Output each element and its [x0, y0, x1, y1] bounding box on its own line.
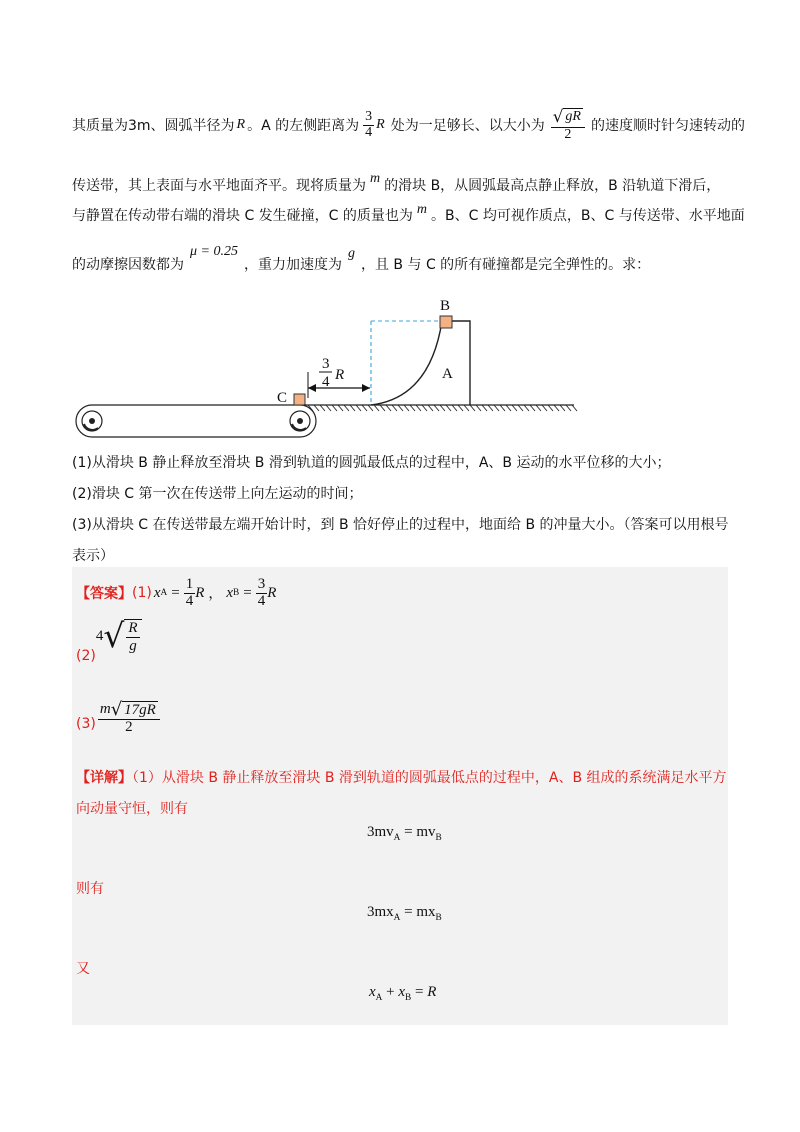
- detail-tag: 【详解】: [76, 770, 132, 786]
- track-a: [371, 321, 470, 405]
- ground-hatch-line: [536, 405, 541, 411]
- ground-hatch-line: [416, 405, 421, 411]
- answer-2-label: (2): [76, 648, 96, 664]
- ground-hatch-line: [446, 405, 451, 411]
- mu-expression: μ = 0.25: [190, 244, 238, 259]
- ground-hatch-line: [422, 405, 427, 411]
- ground-hatch-line: [338, 405, 343, 411]
- ground-hatch-line: [494, 405, 499, 411]
- answer-line-3: [76, 692, 160, 736]
- sqrt-symbol: √ gR: [552, 105, 581, 126]
- ground-hatch-line: [560, 405, 565, 411]
- equation-2: $3mx_A = mx_B$: [367, 904, 442, 923]
- frac-numerator: 3: [365, 108, 373, 124]
- frac-denominator: 4: [365, 124, 373, 140]
- detail-also: 又: [76, 961, 90, 977]
- physics-figure: [60, 290, 580, 450]
- problem-text: 。B、C 均可视作质点，B、C 与传送带、水平地面: [431, 208, 745, 224]
- problem-text: 的动摩擦因数都为: [72, 257, 184, 273]
- equation-3: $x_A + x_B = R$: [369, 984, 437, 1003]
- label-b: B: [440, 298, 451, 314]
- var-m: m: [370, 171, 381, 186]
- ground-hatch-line: [572, 405, 577, 411]
- ground-hatch-line: [344, 405, 349, 411]
- ground-hatch-line: [530, 405, 535, 411]
- detail-line-1: 【详解】（1）从滑块 B 静止释放至滑块 B 滑到轨道的圆弧最低点的过程中，A、B 组成的系统满足水平方: [76, 770, 727, 786]
- problem-text: 其质量为3m、圆弧半径为: [72, 118, 235, 134]
- problem-line-2: [72, 171, 721, 196]
- ground-hatch-line: [320, 405, 325, 411]
- answer-1-xb: x B = $\frac{3}{4}$ R: [226, 575, 277, 609]
- ground-hatch-line: [566, 405, 571, 411]
- var-R: R: [236, 117, 246, 132]
- sqrt-symbol: √ $\frac{R}{g}$: [103, 619, 141, 654]
- answer-3-expr: m √ 17gR 2: [98, 701, 160, 736]
- answer-3-label: (3): [76, 716, 96, 732]
- answer-1-sep: ，: [208, 586, 223, 602]
- answer-2-expr: 4 √ $\frac{R}{g}$: [96, 619, 142, 654]
- problem-text: ，重力加速度为: [243, 257, 342, 273]
- ground-hatch-line: [332, 405, 337, 411]
- speed-numerator: [551, 105, 585, 128]
- ground-hatch-line: [452, 405, 457, 411]
- sqrt-symbol: √ 17gR: [110, 699, 156, 721]
- ground-hatch-line: [410, 405, 415, 411]
- detail-then: 则有: [76, 881, 104, 897]
- pulley-right-icon: [290, 411, 310, 431]
- ground-hatch-line: [512, 405, 517, 411]
- answer-1-label: (1): [132, 585, 152, 601]
- dist-denominator: 4: [322, 374, 330, 390]
- ground-hatch-line: [476, 405, 481, 411]
- problem-text: 处为一足够长、以大小为: [390, 118, 545, 134]
- ground-hatch-line: [386, 405, 391, 411]
- ground-hatch-line: [380, 405, 385, 411]
- detail-line-2: 向动量守恒，则有: [76, 801, 188, 817]
- ground-hatch-line: [356, 405, 361, 411]
- ground-hatch-line: [368, 405, 373, 411]
- ground-hatch-line: [434, 405, 439, 411]
- block-b: [440, 316, 452, 328]
- problem-text: 传送带，其上表面与水平地面齐平。现将质量为: [72, 178, 366, 194]
- answer-tag: 【答案】: [76, 586, 132, 602]
- pulley-left-icon: [82, 411, 102, 431]
- problem-line-1: [72, 100, 745, 150]
- problem-line-4: [72, 244, 651, 276]
- ground-hatch-line: [500, 405, 505, 411]
- ground-hatch-line: [428, 405, 433, 411]
- equation-1: $3mv_A = mv_B$: [367, 824, 442, 843]
- question-1: (1)从滑块 B 静止释放至滑块 B 滑到轨道的圆弧最低点的过程中，A、B 运动的水平位移的大小；: [72, 455, 671, 471]
- ground-hatch-line: [488, 405, 493, 411]
- problem-text: 与静置在传动带右端的滑块 C 发生碰撞，C 的质量也为: [72, 208, 413, 224]
- problem-text: 的滑块 B，从圆弧最高点静止释放，B 沿轨道下滑后，: [384, 178, 721, 194]
- ground-hatch-line: [518, 405, 523, 411]
- var-g: g: [347, 246, 355, 261]
- ground-hatch-line: [482, 405, 487, 411]
- ground-hatch-line: [350, 405, 355, 411]
- answer-line-2: [76, 616, 142, 668]
- question-2: (2)滑块 C 第一次在传送带上向左运动的时间；: [72, 486, 363, 502]
- answer-1-xb-frac: $\frac{3}{4}$: [257, 575, 266, 609]
- ground-hatch-line: [524, 405, 529, 411]
- ground-hatch-line: [542, 405, 547, 411]
- dist-var: R: [335, 367, 345, 383]
- problem-line-3: [72, 204, 745, 226]
- ground-hatch-line: [470, 405, 475, 411]
- answer-box: [72, 567, 728, 1025]
- ground-hatch-line: [554, 405, 559, 411]
- label-a: A: [442, 366, 453, 382]
- label-c: C: [277, 390, 288, 406]
- ground-hatch-line: [548, 405, 553, 411]
- ground-hatch-line: [464, 405, 469, 411]
- answer-line-1: [76, 574, 276, 612]
- ground-hatch-line: [458, 405, 463, 411]
- ground-hatch-line: [362, 405, 367, 411]
- block-c: [294, 394, 305, 405]
- conveyor-belt: [76, 405, 316, 437]
- ground-hatch-line: [314, 405, 319, 411]
- ground-hatch-line: [404, 405, 409, 411]
- ground-hatch-line: [506, 405, 511, 411]
- ground-hatch-line: [374, 405, 379, 411]
- ground-hatch-line: [326, 405, 331, 411]
- var-R: R: [376, 117, 385, 132]
- problem-text: 的速度顺时针匀速转动的: [590, 118, 745, 134]
- answer-1-xa: x A = $\frac{1}{4}$ R: [153, 575, 205, 609]
- problem-text: ，且 B 与 C 的所有碰撞都是完全弹性的。求：: [360, 257, 651, 273]
- fraction-3-4: [363, 110, 374, 140]
- ground-hatch-line: [440, 405, 445, 411]
- problem-text: 。A 的左侧距离为: [247, 118, 360, 134]
- dist-numerator: 3: [322, 356, 330, 372]
- question-3-cont: 表示）: [72, 548, 114, 564]
- answer-1-xa-frac: $\frac{1}{4}$: [185, 575, 194, 609]
- speed-denominator: 2: [564, 126, 572, 142]
- var-m: m: [416, 202, 428, 217]
- ground: [304, 405, 577, 411]
- ground-hatch-line: [398, 405, 403, 411]
- speed-fraction: [551, 105, 585, 142]
- question-3: (3)从滑块 C 在传送带最左端开始计时，到 B 恰好停止的过程中，地面给 B 的冲量大小。（答案可以用根号: [72, 517, 729, 533]
- ground-hatch-line: [392, 405, 397, 411]
